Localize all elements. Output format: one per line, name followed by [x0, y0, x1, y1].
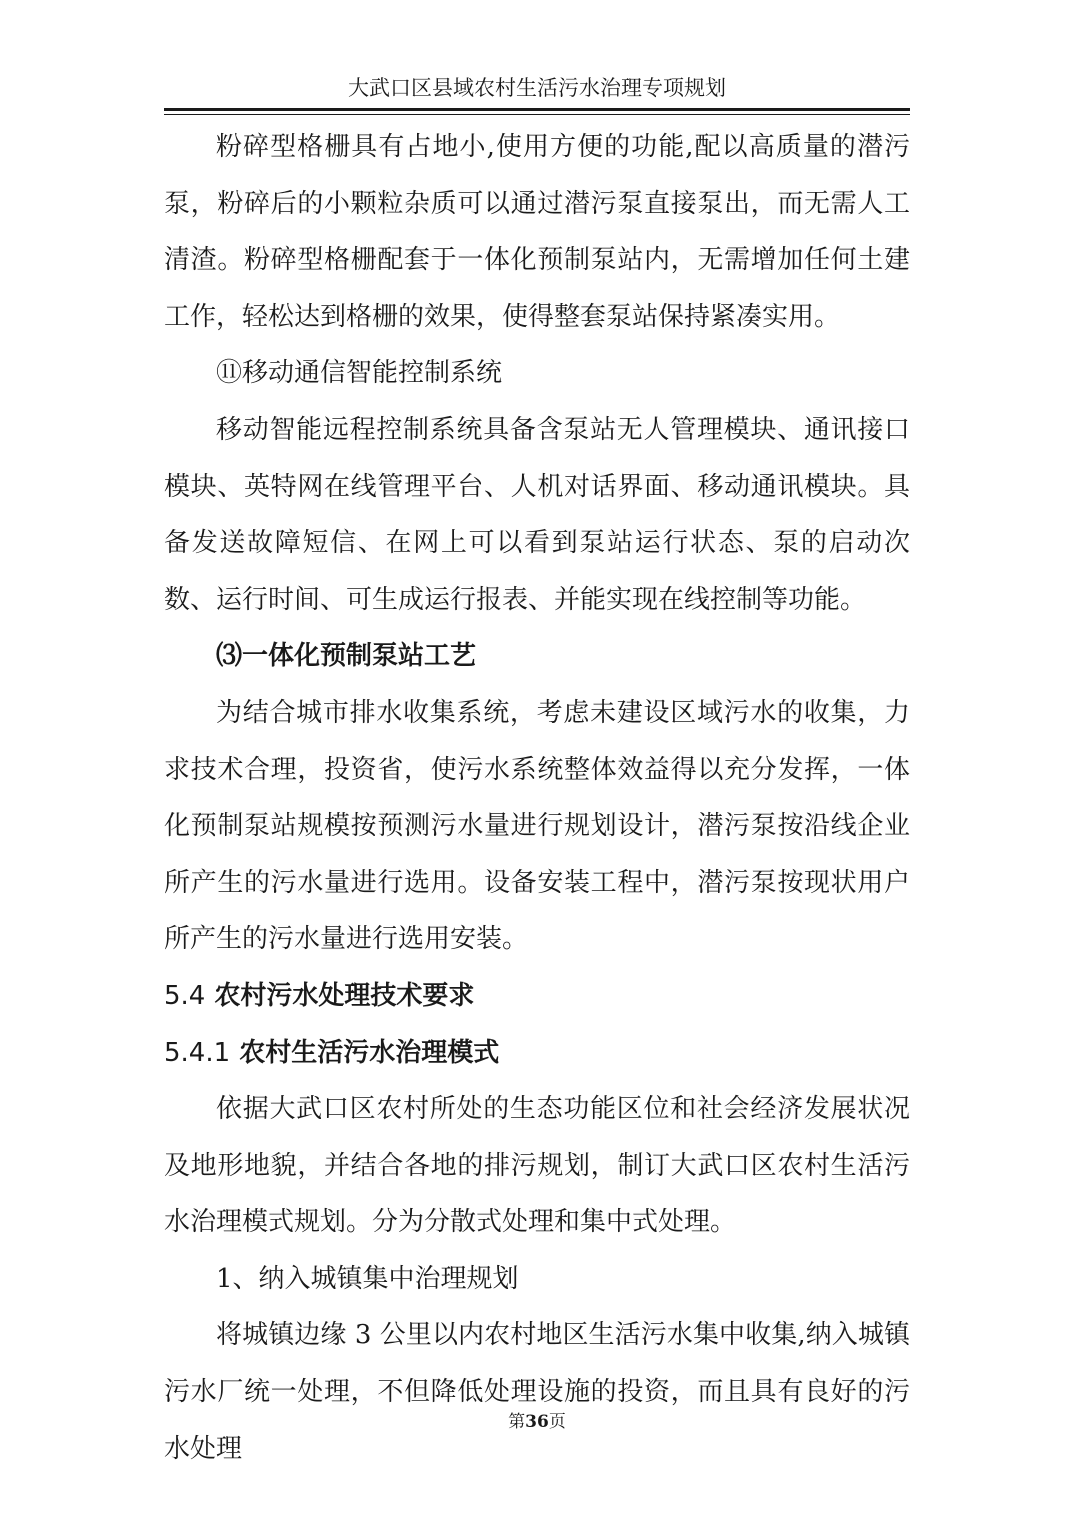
item-mobile-control-system: ⑪移动通信智能控制系统 — [216, 358, 503, 389]
section-number: 5.4.1 — [164, 1037, 231, 1068]
page-number: 36 — [525, 1412, 549, 1432]
header-rule-thin — [164, 114, 910, 115]
section-title: 农村污水处理技术要求 — [214, 980, 475, 1011]
page-number-prefix: 第 — [508, 1412, 526, 1432]
paragraph-crushing-grille: 粉碎型格栅具有占地小,使用方便的功能,配以高质量的潜污泵，粉碎后的小颗粒杂质可以通过潜污泵直接泵出，而无需人工清渣。粉碎型格栅配套于一体化预制泵站内，无需增加任何土建工作，轻松达到格栅的效果，使得整套泵站保持紧凑实用。 — [164, 132, 910, 332]
paragraph-treatment-mode: 依据大武口区农村所处的生态功能区位和社会经济发展状况及地形地貌，并结合各地的排污规划，制订大武口区农村生活污水治理模式规划。分为分散式处理和集中式处理。 — [164, 1094, 910, 1238]
section-title: 农村生活污水治理模式 — [239, 1037, 500, 1068]
page-body — [164, 119, 910, 1477]
paragraph-urban-centralized: 将城镇边缘 3 公里以内农村地区生活污水集中收集,纳入城镇污水厂统一处理，不但降低处理设施的投资，而且具有良好的污水处理 — [164, 1320, 910, 1464]
subheading-pump-station-process: ⑶一体化预制泵站工艺 — [216, 641, 477, 672]
paragraph-remote-control: 移动智能远程控制系统具备含泵站无人管理模块、通讯接口模块、英特网在线管理平台、人机对话界面、移动通讯模块。具备发送故障短信、在网上可以看到泵站运行状态、泵的启动次数、运行时间、可生成运行报表、并能实现在线控制等功能。 — [164, 414, 910, 615]
item-urban-centralized: 1、纳入城镇集中治理规划 — [216, 1263, 519, 1294]
section-heading-5-4-1 — [164, 1025, 910, 1082]
header-rule-thick — [164, 108, 910, 111]
page-number-suffix: 页 — [548, 1412, 566, 1432]
page-footer — [0, 1410, 1074, 1434]
paragraph-pump-station-process: 为结合城市排水收集系统，考虑未建设区域污水的收集，力求技术合理，投资省，使污水系统整体效益得以充分发挥，一体化预制泵站规模按预测污水量进行规划设计，潜污泵按沿线企业所产生的污水量进行选用。设备安装工程中，潜污泵按现状用户所产生的污水量进行选用安装。 — [164, 697, 910, 955]
page-header: 大武口区县域农村生活污水治理专项规划 — [348, 76, 726, 100]
section-heading-5-4 — [164, 968, 910, 1025]
section-number: 5.4 — [164, 980, 206, 1011]
